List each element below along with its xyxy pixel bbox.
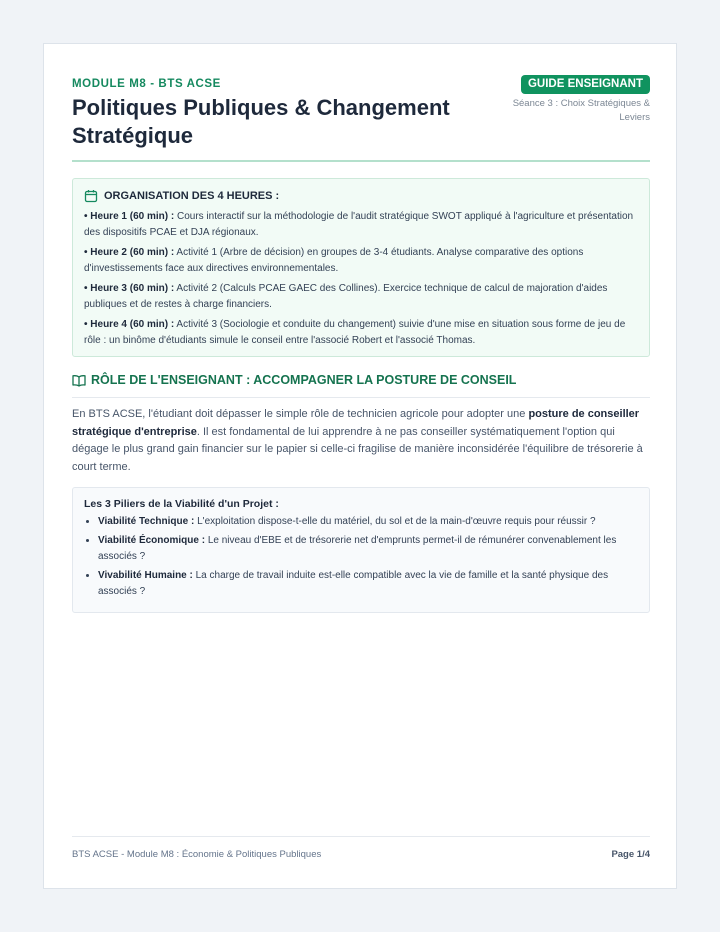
schedule-item bbox=[84, 317, 638, 348]
document-header bbox=[72, 44, 650, 162]
schedule-item-label: • Heure 1 (60 min) : bbox=[84, 211, 175, 222]
page-number: Page 1/4 bbox=[611, 849, 650, 860]
page-title: Politiques Publiques & Changement Stratégique bbox=[72, 95, 450, 148]
open-book-icon bbox=[72, 374, 86, 387]
role-paragraph-emphasis: posture de conseiller stratégique d'entreprise bbox=[72, 408, 640, 438]
role-section-header bbox=[72, 373, 650, 398]
pillar-item bbox=[98, 514, 638, 530]
schedule-item-text: Activité 1 (Arbre de décision) en groupes de 3-4 étudiants. Analyse comparative des options d'investissements face aux directives environnementales. bbox=[84, 247, 584, 274]
role-paragraph-end: . Il est fondamental de lui apprendre à ne pas conseiller systématiquement l'option qui dégage le plus grand gain financier sur le papier si celle-ci fragilise de manière inconsidérée l'équilibre de trésorerie à court terme. bbox=[72, 425, 643, 473]
schedule-item bbox=[84, 209, 638, 240]
pillars-list bbox=[84, 514, 638, 600]
pillar-label: Viabilité Technique : bbox=[98, 516, 195, 527]
schedule-item bbox=[84, 245, 638, 276]
pillar-label: Viabilité Économique : bbox=[98, 535, 206, 546]
pillar-text: La charge de travail induite est-elle compatible avec la vie de famille et la santé physique des associés ? bbox=[98, 570, 609, 597]
document-footer bbox=[72, 836, 650, 860]
organisation-header bbox=[84, 188, 638, 204]
pillar-label: Vivabilité Humaine : bbox=[98, 570, 193, 581]
schedule-item-label: • Heure 4 (60 min) : bbox=[84, 319, 175, 330]
schedule-item-label: • Heure 3 (60 min) : bbox=[84, 283, 175, 294]
role-paragraph-start: En BTS ACSE, l'étudiant doit dépasser le simple rôle de technicien agricole pour adopter une bbox=[72, 408, 529, 420]
schedule-item-text: Activité 2 (Calculs PCAE GAEC des Collines). Exercice technique de calcul de majoration d'aides publiques et de restes à charge financiers. bbox=[84, 283, 608, 310]
schedule-item-text: Activité 3 (Sociologie et conduite du changement) suivie d'une mise en situation sous forme de jeu de rôle : un binôme d'étudiants simule le conseil entre l'associé Robert et l'associé Thomas. bbox=[84, 319, 626, 346]
role-section-title: RÔLE DE L'ENSEIGNANT : ACCOMPAGNER LA POSTURE DE CONSEIL bbox=[91, 373, 517, 387]
pillar-text: Le niveau d'EBE et de trésorerie net d'emprunts permet-il de rémunérer convenablement les associés ? bbox=[98, 535, 617, 562]
pillar-item bbox=[98, 568, 638, 600]
organisation-box bbox=[72, 178, 650, 357]
calendar-icon bbox=[84, 189, 98, 203]
schedule-item-text: Cours interactif sur la méthodologie de l'audit stratégique SWOT appliqué à l'agriculture et présentation des dispositifs PCAE et DJA régionaux. bbox=[84, 211, 634, 238]
pillars-title: Les 3 Piliers de la Viabilité d'un Projet : bbox=[84, 498, 279, 510]
guide-badge: GUIDE ENSEIGNANT bbox=[521, 75, 650, 94]
schedule-item-label: • Heure 2 (60 min) : bbox=[84, 247, 175, 258]
module-label: MODULE M8 - BTS ACSE bbox=[72, 78, 221, 90]
pillar-item bbox=[98, 533, 638, 565]
schedule-item bbox=[84, 281, 638, 312]
pillars-box bbox=[72, 487, 650, 613]
role-paragraph bbox=[72, 406, 650, 476]
organisation-title: ORGANISATION DES 4 HEURES : bbox=[104, 190, 280, 202]
document-page bbox=[43, 43, 677, 889]
session-label: Séance 3 : Choix Stratégiques & Leviers bbox=[512, 98, 650, 123]
footer-module-label: BTS ACSE - Module M8 : Économie & Politiques Publiques bbox=[72, 849, 322, 860]
pillar-text: L'exploitation dispose-t-elle du matériel, du sol et de la main-d'œuvre requis pour réussir ? bbox=[194, 516, 596, 527]
